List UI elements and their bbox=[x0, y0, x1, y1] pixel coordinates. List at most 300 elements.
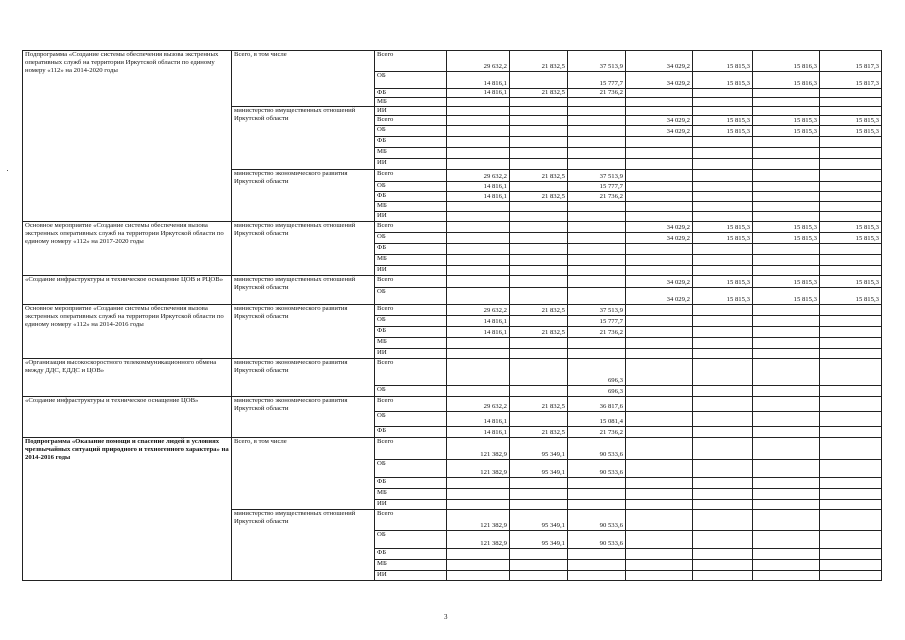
amount-cell: 15 816,3 bbox=[753, 72, 820, 89]
amount-cell bbox=[626, 202, 693, 212]
table-row bbox=[23, 305, 882, 316]
amount-cell bbox=[753, 549, 820, 560]
amount-cell bbox=[447, 549, 510, 560]
amount-cell bbox=[510, 359, 568, 386]
amount-cell: 15 815,3 bbox=[753, 276, 820, 288]
amount-cell bbox=[820, 386, 882, 397]
executor-cell: министерство имущественных отношений Иркутской области bbox=[232, 510, 375, 581]
amount-cell bbox=[820, 510, 882, 531]
amount-cell: 15 815,3 bbox=[693, 233, 753, 244]
amount-cell bbox=[626, 359, 693, 386]
amount-cell: 15 817,3 bbox=[820, 72, 882, 89]
amount-cell: 36 817,6 bbox=[568, 397, 626, 412]
funding-source-cell: МБ bbox=[375, 98, 447, 107]
amount-cell bbox=[753, 316, 820, 327]
amount-cell bbox=[510, 212, 568, 222]
amount-cell: 121 382,9 bbox=[447, 460, 510, 478]
amount-cell bbox=[753, 137, 820, 148]
amount-cell bbox=[568, 233, 626, 244]
amount-cell bbox=[568, 244, 626, 255]
amount-cell: 37 513,9 bbox=[568, 51, 626, 72]
amount-cell bbox=[626, 305, 693, 316]
amount-cell: 34 029,2 bbox=[626, 276, 693, 288]
amount-cell bbox=[510, 244, 568, 255]
amount-cell bbox=[626, 510, 693, 531]
amount-cell bbox=[753, 244, 820, 255]
amount-cell bbox=[568, 137, 626, 148]
amount-cell bbox=[568, 126, 626, 137]
program-name-cell: Основное мероприятие «Создание системы обеспечения вызова экстренных оперативных служб на территории Иркутской области по единому номеру «112» на 2017-2020 годы bbox=[23, 222, 232, 276]
funding-source-cell: Всего bbox=[375, 51, 447, 72]
funding-source-cell: ОБ bbox=[375, 412, 447, 427]
amount-cell bbox=[820, 137, 882, 148]
amount-cell: 15 815,3 bbox=[693, 288, 753, 305]
amount-cell bbox=[753, 98, 820, 107]
executor-cell: министерство имущественных отношений Иркутской области bbox=[232, 276, 375, 305]
amount-cell bbox=[568, 202, 626, 212]
amount-cell bbox=[626, 412, 693, 427]
amount-cell bbox=[753, 386, 820, 397]
funding-source-cell: ИИ bbox=[375, 349, 447, 359]
amount-cell bbox=[820, 478, 882, 489]
amount-cell: 21 832,5 bbox=[510, 427, 568, 438]
amount-cell bbox=[568, 148, 626, 159]
amount-cell bbox=[510, 137, 568, 148]
amount-cell bbox=[820, 148, 882, 159]
amount-cell bbox=[693, 244, 753, 255]
amount-cell bbox=[447, 478, 510, 489]
funding-source-cell: ОБ bbox=[375, 126, 447, 137]
amount-cell bbox=[510, 276, 568, 288]
amount-cell: 696,3 bbox=[568, 386, 626, 397]
amount-cell: 21 832,5 bbox=[510, 170, 568, 182]
amount-cell bbox=[693, 89, 753, 98]
amount-cell: 37 513,9 bbox=[568, 170, 626, 182]
amount-cell bbox=[447, 212, 510, 222]
amount-cell bbox=[820, 244, 882, 255]
amount-cell bbox=[447, 98, 510, 107]
amount-cell bbox=[693, 349, 753, 359]
amount-cell bbox=[820, 338, 882, 349]
page-number: 3 bbox=[444, 613, 448, 621]
funding-source-cell: ФБ bbox=[375, 478, 447, 489]
amount-cell bbox=[693, 107, 753, 116]
amount-cell bbox=[693, 338, 753, 349]
program-name-cell: Основное мероприятие «Создание системы обеспечения вызова экстренных оперативных служб на территории Иркутской области по единому номеру «112» на 2014-2016 годы bbox=[23, 305, 232, 359]
amount-cell bbox=[626, 316, 693, 327]
amount-cell bbox=[510, 316, 568, 327]
funding-source-cell: МБ bbox=[375, 255, 447, 266]
amount-cell bbox=[820, 159, 882, 170]
amount-cell bbox=[510, 72, 568, 89]
funding-source-cell: ОБ bbox=[375, 386, 447, 397]
amount-cell bbox=[510, 478, 568, 489]
amount-cell bbox=[447, 338, 510, 349]
amount-cell bbox=[510, 182, 568, 192]
amount-cell bbox=[693, 137, 753, 148]
amount-cell bbox=[753, 305, 820, 316]
amount-cell bbox=[753, 412, 820, 427]
executor-cell: министерство экономического развития Иркутской области bbox=[232, 305, 375, 359]
amount-cell bbox=[693, 182, 753, 192]
amount-cell bbox=[568, 560, 626, 571]
amount-cell: 15 777,7 bbox=[568, 72, 626, 89]
amount-cell bbox=[753, 460, 820, 478]
amount-cell bbox=[447, 266, 510, 276]
table-row bbox=[23, 276, 882, 288]
amount-cell: 95 349,1 bbox=[510, 510, 568, 531]
amount-cell bbox=[568, 489, 626, 500]
amount-cell bbox=[626, 549, 693, 560]
amount-cell bbox=[820, 107, 882, 116]
amount-cell bbox=[568, 98, 626, 107]
amount-cell: 15 815,3 bbox=[820, 288, 882, 305]
amount-cell: 95 349,1 bbox=[510, 531, 568, 549]
amount-cell: 15 815,3 bbox=[753, 126, 820, 137]
amount-cell: 15 777,7 bbox=[568, 316, 626, 327]
amount-cell bbox=[820, 549, 882, 560]
amount-cell bbox=[447, 255, 510, 266]
amount-cell bbox=[753, 148, 820, 159]
amount-cell bbox=[626, 397, 693, 412]
amount-cell bbox=[820, 98, 882, 107]
amount-cell bbox=[753, 159, 820, 170]
amount-cell bbox=[568, 116, 626, 126]
amount-cell bbox=[753, 192, 820, 202]
amount-cell bbox=[693, 359, 753, 386]
amount-cell bbox=[820, 571, 882, 581]
amount-cell bbox=[510, 255, 568, 266]
amount-cell: 34 029,2 bbox=[626, 126, 693, 137]
amount-cell bbox=[693, 571, 753, 581]
amount-cell bbox=[693, 438, 753, 460]
amount-cell bbox=[693, 212, 753, 222]
funding-source-cell: ИИ bbox=[375, 500, 447, 510]
amount-cell: 34 029,2 bbox=[626, 51, 693, 72]
amount-cell bbox=[693, 192, 753, 202]
funding-source-cell: ОБ bbox=[375, 72, 447, 89]
amount-cell: 21 736,2 bbox=[568, 89, 626, 98]
amount-cell: 15 815,3 bbox=[820, 116, 882, 126]
amount-cell bbox=[753, 266, 820, 276]
amount-cell bbox=[693, 549, 753, 560]
amount-cell bbox=[568, 159, 626, 170]
amount-cell bbox=[753, 560, 820, 571]
amount-cell: 21 832,5 bbox=[510, 89, 568, 98]
amount-cell bbox=[753, 438, 820, 460]
scan-speck bbox=[7, 170, 8, 171]
amount-cell bbox=[626, 170, 693, 182]
amount-cell bbox=[820, 560, 882, 571]
funding-source-cell: ОБ bbox=[375, 288, 447, 305]
amount-cell: 21 832,5 bbox=[510, 192, 568, 202]
amount-cell bbox=[568, 276, 626, 288]
amount-cell bbox=[626, 107, 693, 116]
amount-cell: 29 632,2 bbox=[447, 397, 510, 412]
amount-cell: 90 533,6 bbox=[568, 510, 626, 531]
amount-cell bbox=[820, 349, 882, 359]
funding-source-cell: ИИ bbox=[375, 266, 447, 276]
amount-cell bbox=[693, 305, 753, 316]
amount-cell bbox=[626, 182, 693, 192]
funding-source-cell: МБ bbox=[375, 202, 447, 212]
amount-cell bbox=[568, 107, 626, 116]
funding-source-cell: МБ bbox=[375, 338, 447, 349]
funding-source-cell: ФБ bbox=[375, 427, 447, 438]
amount-cell bbox=[626, 327, 693, 338]
amount-cell bbox=[820, 489, 882, 500]
amount-cell bbox=[447, 107, 510, 116]
amount-cell bbox=[568, 288, 626, 305]
amount-cell bbox=[820, 89, 882, 98]
amount-cell: 14 816,1 bbox=[447, 89, 510, 98]
amount-cell bbox=[626, 571, 693, 581]
amount-cell bbox=[510, 349, 568, 359]
amount-cell: 15 815,3 bbox=[693, 116, 753, 126]
program-name-cell: «Создание инфраструктуры и техническое оснащение ЦОВ и РЦОВ» bbox=[23, 276, 232, 305]
amount-cell bbox=[447, 202, 510, 212]
program-name-cell: «Создание инфраструктуры и техническое оснащение ЦОВ» bbox=[23, 397, 232, 438]
amount-cell bbox=[568, 500, 626, 510]
amount-cell bbox=[693, 460, 753, 478]
amount-cell bbox=[753, 427, 820, 438]
amount-cell bbox=[447, 233, 510, 244]
budget-table bbox=[22, 50, 882, 581]
amount-cell bbox=[568, 222, 626, 233]
amount-cell bbox=[626, 266, 693, 276]
amount-cell bbox=[753, 338, 820, 349]
table-row bbox=[23, 222, 882, 233]
funding-source-cell: ФБ bbox=[375, 244, 447, 255]
amount-cell bbox=[447, 126, 510, 137]
funding-source-cell: ФБ bbox=[375, 137, 447, 148]
funding-source-cell: МБ bbox=[375, 560, 447, 571]
amount-cell bbox=[626, 89, 693, 98]
amount-cell bbox=[693, 412, 753, 427]
amount-cell bbox=[510, 549, 568, 560]
amount-cell bbox=[447, 222, 510, 233]
amount-cell: 21 832,5 bbox=[510, 51, 568, 72]
amount-cell bbox=[820, 182, 882, 192]
amount-cell bbox=[693, 531, 753, 549]
amount-cell bbox=[510, 412, 568, 427]
amount-cell bbox=[820, 460, 882, 478]
amount-cell bbox=[693, 478, 753, 489]
amount-cell bbox=[820, 500, 882, 510]
funding-source-cell: Всего bbox=[375, 438, 447, 460]
amount-cell bbox=[820, 316, 882, 327]
amount-cell bbox=[626, 478, 693, 489]
amount-cell bbox=[753, 531, 820, 549]
executor-cell: министерство экономического развития Иркутской области bbox=[232, 170, 375, 222]
amount-cell bbox=[626, 159, 693, 170]
amount-cell: 121 382,9 bbox=[447, 531, 510, 549]
amount-cell bbox=[510, 202, 568, 212]
funding-source-cell: ИИ bbox=[375, 212, 447, 222]
amount-cell bbox=[568, 571, 626, 581]
amount-cell bbox=[447, 359, 510, 386]
amount-cell: 15 815,3 bbox=[753, 222, 820, 233]
amount-cell: 15 817,3 bbox=[820, 51, 882, 72]
amount-cell bbox=[753, 89, 820, 98]
amount-cell: 121 382,9 bbox=[447, 510, 510, 531]
amount-cell bbox=[510, 338, 568, 349]
executor-cell: министерство экономического развития Иркутской области bbox=[232, 359, 375, 397]
amount-cell: 15 815,3 bbox=[753, 288, 820, 305]
table-row bbox=[23, 438, 882, 460]
amount-cell: 15 777,7 bbox=[568, 182, 626, 192]
funding-source-cell: ОБ bbox=[375, 182, 447, 192]
amount-cell bbox=[753, 255, 820, 266]
amount-cell: 15 815,3 bbox=[820, 126, 882, 137]
amount-cell bbox=[693, 560, 753, 571]
amount-cell: 37 513,9 bbox=[568, 305, 626, 316]
amount-cell bbox=[626, 427, 693, 438]
amount-cell bbox=[753, 397, 820, 412]
amount-cell bbox=[626, 192, 693, 202]
amount-cell: 14 816,1 bbox=[447, 327, 510, 338]
amount-cell bbox=[626, 386, 693, 397]
amount-cell bbox=[820, 212, 882, 222]
amount-cell bbox=[820, 305, 882, 316]
table-row bbox=[23, 359, 882, 386]
amount-cell bbox=[693, 266, 753, 276]
amount-cell bbox=[820, 412, 882, 427]
amount-cell bbox=[510, 116, 568, 126]
amount-cell: 15 815,3 bbox=[820, 233, 882, 244]
amount-cell bbox=[510, 233, 568, 244]
amount-cell bbox=[753, 510, 820, 531]
executor-cell: министерство имущественных отношений Иркутской области bbox=[232, 107, 375, 170]
amount-cell bbox=[510, 571, 568, 581]
amount-cell bbox=[820, 255, 882, 266]
amount-cell bbox=[447, 489, 510, 500]
amount-cell: 14 816,1 bbox=[447, 72, 510, 89]
funding-source-cell: ОБ bbox=[375, 460, 447, 478]
amount-cell: 14 816,1 bbox=[447, 412, 510, 427]
amount-cell: 15 816,3 bbox=[753, 51, 820, 72]
amount-cell: 15 815,3 bbox=[693, 51, 753, 72]
amount-cell bbox=[626, 349, 693, 359]
amount-cell bbox=[693, 202, 753, 212]
amount-cell bbox=[626, 98, 693, 107]
amount-cell bbox=[820, 327, 882, 338]
amount-cell: 15 815,3 bbox=[820, 222, 882, 233]
amount-cell bbox=[447, 288, 510, 305]
amount-cell bbox=[447, 560, 510, 571]
amount-cell: 15 815,3 bbox=[753, 233, 820, 244]
amount-cell bbox=[447, 116, 510, 126]
amount-cell bbox=[693, 98, 753, 107]
amount-cell bbox=[753, 170, 820, 182]
budget-table-body bbox=[23, 51, 882, 581]
amount-cell bbox=[510, 266, 568, 276]
funding-source-cell: ФБ bbox=[375, 327, 447, 338]
amount-cell bbox=[693, 510, 753, 531]
amount-cell bbox=[568, 349, 626, 359]
amount-cell bbox=[626, 338, 693, 349]
amount-cell bbox=[753, 489, 820, 500]
amount-cell: 34 029,2 bbox=[626, 233, 693, 244]
amount-cell: 34 029,2 bbox=[626, 288, 693, 305]
amount-cell: 14 816,1 bbox=[447, 182, 510, 192]
amount-cell: 15 815,3 bbox=[693, 126, 753, 137]
amount-cell: 34 029,2 bbox=[626, 72, 693, 89]
funding-source-cell: ИИ bbox=[375, 159, 447, 170]
amount-cell bbox=[820, 202, 882, 212]
amount-cell bbox=[820, 427, 882, 438]
amount-cell bbox=[510, 386, 568, 397]
amount-cell bbox=[693, 500, 753, 510]
amount-cell bbox=[753, 349, 820, 359]
amount-cell bbox=[568, 338, 626, 349]
amount-cell bbox=[753, 212, 820, 222]
amount-cell: 21 736,2 bbox=[568, 192, 626, 202]
amount-cell: 15 815,3 bbox=[753, 116, 820, 126]
funding-source-cell: Всего bbox=[375, 359, 447, 386]
amount-cell bbox=[753, 500, 820, 510]
amount-cell: 15 815,3 bbox=[693, 276, 753, 288]
amount-cell bbox=[626, 489, 693, 500]
amount-cell bbox=[510, 159, 568, 170]
amount-cell bbox=[447, 148, 510, 159]
executor-cell: Всего, в том числе bbox=[232, 51, 375, 107]
amount-cell bbox=[693, 148, 753, 159]
amount-cell bbox=[820, 359, 882, 386]
funding-source-cell: ИИ bbox=[375, 107, 447, 116]
program-name-cell: «Организация высокоскоростного телекоммуникационного обмена между ДДС, ЕДДС и ЦОВ» bbox=[23, 359, 232, 397]
funding-source-cell: МБ bbox=[375, 148, 447, 159]
amount-cell: 21 832,5 bbox=[510, 305, 568, 316]
amount-cell bbox=[568, 212, 626, 222]
amount-cell: 15 815,3 bbox=[820, 276, 882, 288]
amount-cell bbox=[820, 438, 882, 460]
amount-cell: 90 533,6 bbox=[568, 531, 626, 549]
amount-cell bbox=[626, 212, 693, 222]
amount-cell bbox=[753, 327, 820, 338]
amount-cell bbox=[820, 531, 882, 549]
amount-cell bbox=[447, 276, 510, 288]
funding-source-cell: ФБ bbox=[375, 192, 447, 202]
amount-cell bbox=[447, 137, 510, 148]
amount-cell bbox=[447, 159, 510, 170]
amount-cell bbox=[626, 531, 693, 549]
amount-cell bbox=[447, 349, 510, 359]
amount-cell bbox=[447, 244, 510, 255]
amount-cell bbox=[568, 478, 626, 489]
amount-cell: 95 349,1 bbox=[510, 460, 568, 478]
funding-source-cell: ОБ bbox=[375, 233, 447, 244]
amount-cell bbox=[568, 549, 626, 560]
amount-cell bbox=[447, 571, 510, 581]
amount-cell bbox=[626, 560, 693, 571]
amount-cell bbox=[510, 126, 568, 137]
amount-cell bbox=[510, 148, 568, 159]
funding-source-cell: МБ bbox=[375, 489, 447, 500]
amount-cell: 95 349,1 bbox=[510, 438, 568, 460]
amount-cell: 21 736,2 bbox=[568, 427, 626, 438]
table-row bbox=[23, 397, 882, 412]
amount-cell bbox=[820, 170, 882, 182]
amount-cell bbox=[510, 489, 568, 500]
amount-cell bbox=[820, 192, 882, 202]
amount-cell bbox=[510, 107, 568, 116]
funding-source-cell: Всего bbox=[375, 397, 447, 412]
amount-cell bbox=[510, 500, 568, 510]
amount-cell: 21 736,2 bbox=[568, 327, 626, 338]
funding-source-cell: ФБ bbox=[375, 549, 447, 560]
amount-cell: 90 533,6 bbox=[568, 460, 626, 478]
